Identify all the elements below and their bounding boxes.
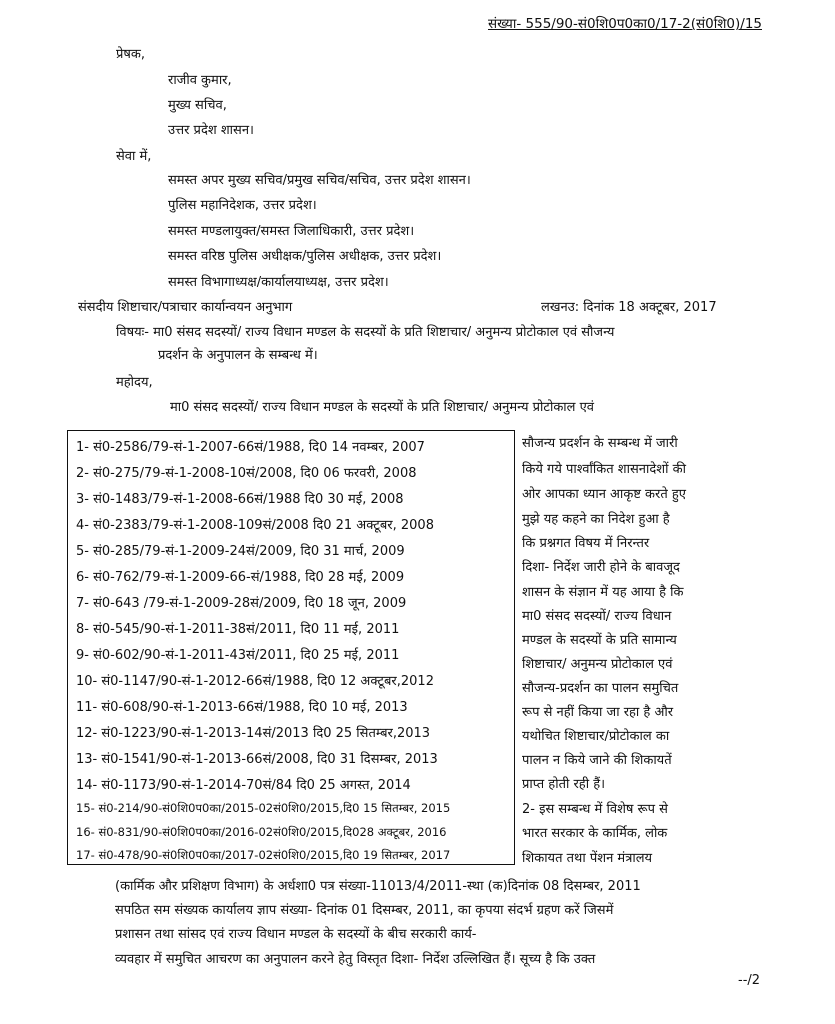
- right-column-line: भारत सरकार के कार्मिक, लोक: [522, 826, 668, 841]
- salutation: महोदय,: [116, 375, 153, 390]
- reference-item: 8- सं0-545/90-सं-1-2011-38सं/2011, दि0 11 मई, 2011: [76, 622, 400, 637]
- right-column-line: सौजन्य प्रदर्शन के सम्बन्ध में जारी: [522, 436, 678, 451]
- recipient-item: समस्त मण्डलायुक्त/समस्त जिलाधिकारी, उत्तर प्रदेश।: [168, 224, 415, 239]
- intro-line: मा0 संसद सदस्यों/ राज्य विधान मण्डल के सदस्यों के प्रति शिष्टाचार/ अनुमन्य प्रोटोकाल एवं: [170, 400, 595, 415]
- subject-line-2: प्रदर्शन के अनुपालन के सम्बन्ध में।: [158, 348, 318, 363]
- right-column-line: मा0 संसद सदस्यों/ राज्य विधान: [522, 609, 672, 624]
- sender-designation: मुख्य सचिव,: [168, 98, 227, 113]
- right-column-line: शिष्टाचार/ अनुमन्य प्रोटोकाल एवं: [522, 657, 673, 672]
- body-line: सपठित सम संख्यक कार्यालय ज्ञाप संख्या- दिनांक 01 दिसम्बर, 2011, का कृपया संदर्भ ग्रहण करें जिसमें: [115, 903, 614, 918]
- right-column-line: मण्डल के सदस्यों के प्रति सामान्य: [522, 633, 677, 648]
- reference-item: 4- सं0-2383/79-सं-1-2008-109सं/2008 दि0 21 अक्टूबर, 2008: [76, 518, 434, 533]
- reference-item: 11- सं0-608/90-सं-1-2013-66सं/1988, दि0 10 मई, 2013: [76, 700, 408, 715]
- right-column-line: मुझे यह कहने का निदेश हुआ है: [522, 512, 670, 527]
- reference-item: 6- सं0-762/79-सं-1-2009-66-सं/1988, दि0 28 मई, 2009: [76, 570, 405, 585]
- letter-reference-number: संख्या- 555/90-सं0शि0प0का0/17-2(सं0शि0)/15: [488, 16, 762, 32]
- body-line: व्यवहार में समुचित आचरण का अनुपालन करने हेतु विस्तृत दिशा- निर्देश उल्लिखित हैं। सूच्य है कि उक्त: [115, 952, 596, 967]
- letter-date: लखनउ: दिनांक 18 अक्टूबर, 2017: [541, 300, 717, 315]
- right-column-line: 2- इस सम्बन्ध में विशेष रूप से: [522, 802, 668, 817]
- right-column-line: कि प्रश्नगत विषय में निरन्तर: [522, 536, 650, 551]
- references-box: [67, 430, 515, 865]
- department-name: संसदीय शिष्टाचार/पत्राचार कार्यान्वयन अनुभाग: [78, 300, 293, 315]
- recipients-label: सेवा में,: [116, 149, 152, 164]
- right-column-line: ओर आपका ध्यान आकृष्ट करते हुए: [522, 487, 686, 502]
- subject-line-1: विषयः- मा0 संसद सदस्यों/ राज्य विधान मण्डल के सदस्यों के प्रति शिष्टाचार/ अनुमन्य प्रोटोकाल एवं सौजन्य: [116, 325, 615, 340]
- reference-item: 3- सं0-1483/79-सं-1-2008-66सं/1988 दि0 30 मई, 2008: [76, 492, 404, 507]
- body-line: (कार्मिक और प्रशिक्षण विभाग) के अर्धशा0 पत्र संख्या-11013/4/2011-स्था (क)दिनांक 08 दिसम्बर, 2011: [115, 879, 641, 894]
- reference-item: 17- सं0-478/90-सं0शि0प0का/2017-02सं0शि0/2015,दि0 19 सितम्बर, 2017: [76, 848, 451, 862]
- body-line: प्रशासन तथा सांसद एवं राज्य विधान मण्डल के सदस्यों के बीच सरकारी कार्य-: [115, 927, 477, 942]
- reference-item: 7- सं0-643 /79-सं-1-2009-28सं/2009, दि0 18 जून, 2009: [76, 596, 407, 611]
- right-column-line: यथोचित शिष्टाचार/प्रोटोकाल का: [522, 729, 670, 744]
- right-column-line: शिकायत तथा पेंशन मंत्रालय: [522, 851, 653, 866]
- reference-item: 13- सं0-1541/90-सं-1-2013-66सं/2008, दि0 31 दिसम्बर, 2013: [76, 752, 438, 767]
- reference-item: 2- सं0-275/79-सं-1-2008-10सं/2008, दि0 06 फरवरी, 2008: [76, 466, 417, 481]
- reference-item: 1- सं0-2586/79-सं-1-2007-66सं/1988, दि0 14 नवम्बर, 2007: [76, 440, 425, 455]
- reference-item: 10- सं0-1147/90-सं-1-2012-66सं/1988, दि0 12 अक्टूबर,2012: [76, 674, 434, 689]
- reference-item: 9- सं0-602/90-सं-1-2011-43सं/2011, दि0 25 मई, 2011: [76, 648, 400, 663]
- reference-item: 14- सं0-1173/90-सं-1-2014-70सं/84 दि0 25 अगस्त, 2014: [76, 778, 411, 793]
- sender-office: उत्तर प्रदेश शासन।: [168, 123, 254, 138]
- reference-item: 12- सं0-1223/90-सं-1-2013-14सं/2013 दि0 25 सितम्बर,2013: [76, 726, 431, 741]
- right-column-line: शासन के संज्ञान में यह आया है कि: [522, 585, 684, 600]
- right-column-line: प्राप्त होती रही हैं।: [522, 777, 606, 792]
- right-column-line: सौजन्य-प्रदर्शन का पालन समुचित: [522, 681, 679, 696]
- sender-label: प्रेषक,: [116, 47, 146, 62]
- reference-item: 15- सं0-214/90-सं0शि0प0का/2015-02सं0शि0/2015,दि0 15 सितम्बर, 2015: [76, 801, 451, 815]
- right-column-line: पालन न किये जाने की शिकायतें: [522, 753, 672, 768]
- reference-item: 5- सं0-285/79-सं-1-2009-24सं/2009, दि0 31 मार्च, 2009: [76, 544, 405, 559]
- sender-name: राजीव कुमार,: [168, 73, 232, 88]
- recipient-item: समस्त विभागाध्यक्ष/कार्यालयाध्यक्ष, उत्तर प्रदेश।: [168, 275, 389, 290]
- recipient-item: समस्त अपर मुख्य सचिव/प्रमुख सचिव/सचिव, उत्तर प्रदेश शासन।: [168, 173, 471, 188]
- right-column-line: किये गये पार्श्वांकित शासनादेशों की: [522, 462, 686, 477]
- reference-item: 16- सं0-831/90-सं0शि0प0का/2016-02सं0शि0/2015,दि028 अक्टूबर, 2016: [76, 825, 447, 839]
- right-column-line: रूप से नहीं किया जा रहा है और: [522, 705, 674, 720]
- right-column-line: दिशा- निर्देश जारी होने के बावजूद: [522, 560, 680, 575]
- recipient-item: पुलिस महानिदेशक, उत्तर प्रदेश।: [168, 198, 317, 213]
- recipient-item: समस्त वरिष्ठ पुलिस अधीक्षक/पुलिस अधीक्षक, उत्तर प्रदेश।: [168, 249, 442, 264]
- page-continue-marker: --/2: [738, 973, 761, 988]
